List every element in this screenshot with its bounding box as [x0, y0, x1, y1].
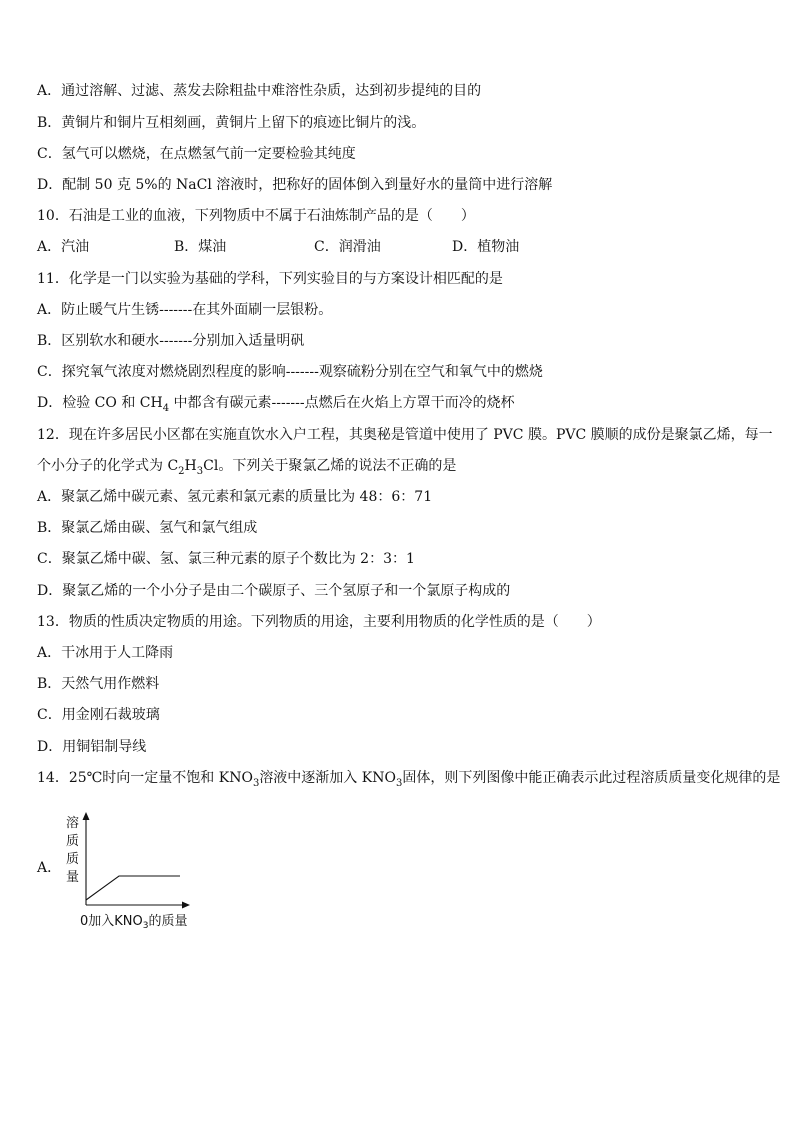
y-axis-arrow — [83, 812, 90, 820]
q9-option-b: B．黄铜片和铜片互相刻画，黄铜片上留下的痕迹比铜片的浅。 — [37, 115, 426, 131]
q10-stem: 10．石油是工业的血液，下列物质中不属于石油炼制产品的是（ ） — [37, 208, 475, 224]
q10-option-c: C．润滑油 — [314, 239, 381, 255]
q13-option-d: D．用铜铝制导线 — [37, 739, 147, 755]
y-axis-char-3: 质 — [66, 852, 80, 867]
q10-option-b: B．煤油 — [174, 239, 227, 255]
x-axis-arrow — [182, 902, 190, 909]
q14-graph-a — [58, 810, 208, 935]
q11-option-d: D．检验 CO 和 $CH_4$ 中都含有碳元素-------点燃后在火焰上方罩干而冷的烧杯 — [37, 395, 515, 414]
q9-option-a: A．通过溶解、过滤、蒸发去除粗盐中难溶性杂质，达到初步提纯的目的 — [37, 83, 482, 99]
q14-option-a-label: A． — [37, 860, 62, 876]
q13-stem: 13．物质的性质决定物质的用途。下列物质的用途，主要利用物质的化学性质的是（ ） — [37, 614, 601, 630]
q12-option-c: C．聚氯乙烯中碳、氢、氯三种元素的原子个数比为 2：3：1 — [37, 551, 415, 567]
q11-option-b: B．区别软水和硬水-------分别加入适量明矾 — [37, 333, 305, 349]
q13-option-b: B．天然气用作燃料 — [37, 676, 160, 692]
solute-mass-curve — [86, 876, 180, 900]
q10-options — [37, 237, 519, 257]
q11-option-c: C．探究氧气浓度对燃烧剧烈程度的影响-------观察硫粉分别在空气和氧气中的燃烧 — [37, 364, 543, 380]
q11-option-a: A．防止暖气片生锈-------在其外面刷一层银粉。 — [37, 302, 333, 318]
q10-option-a: A．汽油 — [37, 239, 90, 255]
q11-stem: 11．化学是一门以实验为基础的学科，下列实验目的与方案设计相匹配的是 — [37, 271, 503, 287]
q14-stem: 14．25℃时向一定量不饱和 $KNO_3$溶液中逐渐加入 $KNO_3$固体，则下列图像中能正确表示此过程溶质质量变化规律的是 — [37, 770, 781, 789]
q12-option-a: A．聚氯乙烯中碳元素、氢元素和氯元素的质量比为 48：6：71 — [37, 489, 433, 505]
y-axis-char-2: 质 — [66, 834, 80, 849]
q12-option-d: D．聚氯乙烯的一个小分子是由二个碳原子、三个氢原子和一个氯原子构成的 — [37, 583, 511, 599]
q12-stem-line1: 12．现在许多居民小区都在实施直饮水入户工程，其奥秘是管道中使用了 PVC 膜。PVC 膜顺的成份是聚氯乙烯，每一 — [37, 427, 773, 443]
y-axis-char-4: 量 — [66, 870, 80, 885]
q9-option-d: D．配制 50 克 5%的 NaCl 溶液时，把称好的固体倒入到量好水的量筒中进行溶解 — [37, 177, 553, 193]
q12-option-b: B．聚氯乙烯由碳、氢气和氯气组成 — [37, 520, 258, 536]
q12-stem-line2: 个小分子的化学式为 $C_2H_3Cl$。下列关于聚氯乙烯的说法不正确的是 — [37, 458, 457, 477]
y-axis-char-1: 溶 — [66, 816, 80, 831]
q13-option-c: C．用金刚石裁玻璃 — [37, 707, 160, 723]
q13-option-a: A．干冰用于人工降雨 — [37, 645, 174, 661]
q9-option-c: C．氢气可以燃烧，在点燃氢气前一定要检验其纯度 — [37, 146, 356, 162]
q10-option-d: D．植物油 — [452, 239, 520, 255]
x-axis-label: 0加入$KNO_3$的质量 — [80, 914, 188, 931]
